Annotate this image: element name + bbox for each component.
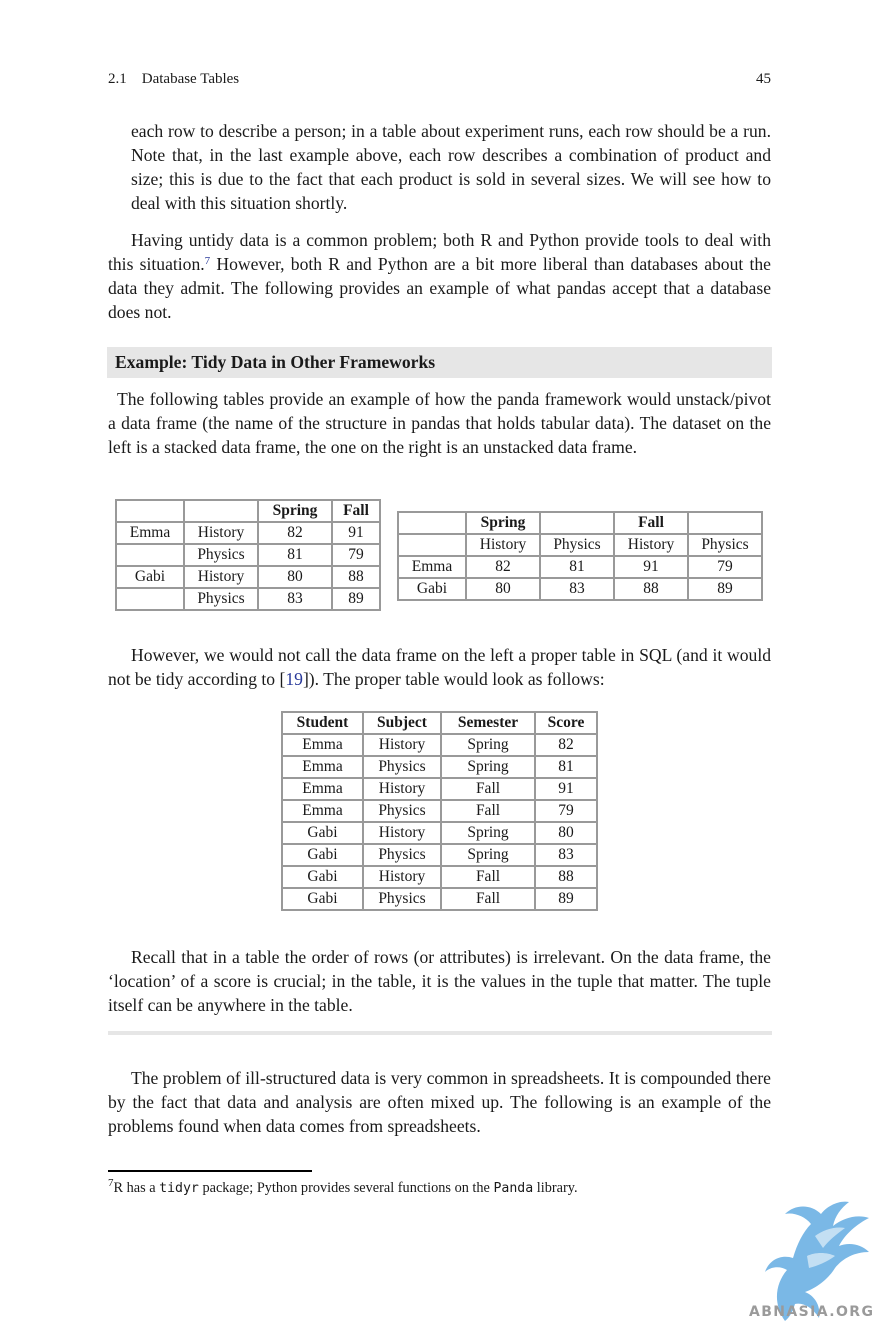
unstacked-data-frame-table (397, 511, 763, 601)
table-row: Emma History Spring 82 (282, 734, 597, 756)
table-row: Gabi 80 83 88 89 (398, 578, 762, 600)
table-row: Gabi Physics Fall 89 (282, 888, 597, 910)
watermark-text: ABNASIA.ORG (749, 1304, 875, 1320)
table-header-row: Spring Fall (398, 512, 762, 534)
citation-link[interactable]: 19 (285, 669, 303, 689)
stacked-data-frame-table (115, 499, 381, 611)
table-row: Gabi History Fall 88 (282, 866, 597, 888)
footnote-ref[interactable]: 7 (204, 255, 211, 267)
section-title: 2.1 Database Tables (108, 71, 240, 87)
table-header-row: Spring Fall (116, 500, 380, 522)
example-end-rule (108, 1031, 772, 1035)
table-row: Gabi Physics Spring 83 (282, 844, 597, 866)
paragraph-untidy-data: Having untidy data is a common problem; both R and Python provide tools to deal with this situation.$^7$ However, both R and Python are a bit more liberal than databases about the data they admit. The following provides an example of what pandas accept that a database does not. (108, 230, 771, 322)
table-row: Physics 81 79 (116, 544, 380, 566)
table-row: Emma 82 81 91 79 (398, 556, 762, 578)
proper-sql-table (281, 711, 598, 911)
table-header-row: Student Subject Semester Score (282, 712, 597, 734)
footnote: $^7$R has a tidyr package; Python provides several functions on the Panda library. (108, 1177, 578, 1196)
paragraph-recall: Recall that in a table the order of rows (or attributes) is irrelevant. On the data frame, the ‘location’ of a score is crucial; in the table, it is the values in the tuple that matter. The tuple itself can be anywhere in the table. (108, 947, 771, 1015)
example-heading-bar (107, 347, 772, 378)
table-row: Emma History Fall 91 (282, 778, 597, 800)
table-row: Physics 83 89 (116, 588, 380, 610)
paragraph-proper-table: However, we would not call the data frame on the left a proper table in SQL (and it would not be tidy according to [19]). The proper table would look as follows: (108, 645, 771, 689)
example-title: Example: Tidy Data in Other Frameworks (115, 352, 436, 372)
table-row: Emma Physics Spring 81 (282, 756, 597, 778)
table-row: Gabi History Spring 80 (282, 822, 597, 844)
paragraph-spreadsheets: The problem of ill-structured data is very common in spreadsheets. It is compounded there by the fact that data and analysis are often mixed up. The following is an example of the problems found when data comes from spreadsheets. (108, 1068, 771, 1136)
paragraph-continued: each row to describe a person; in a table about experiment runs, each row should be a run. Note that, in the last example above, each row describes a combination of product and size; this is due to the fact that each product is sold in several sizes. We will see how to deal with this situation shortly. (131, 121, 771, 213)
paragraph-example-intro: The following tables provide an example of how the panda framework would unstack/pivot a data frame (the name of the structure in pandas that holds tabular data). The dataset on the left is a stacked data frame, the one on the right is an unstacked data frame. (108, 389, 771, 457)
table-row: Emma History 82 91 (116, 522, 380, 544)
page-number: 45 (756, 71, 771, 87)
code-panda: Panda (493, 1181, 534, 1196)
running-header (108, 71, 771, 88)
table-subheader-row: History Physics History Physics (398, 534, 762, 556)
footnote-rule (108, 1170, 312, 1172)
code-tidyr: tidyr (159, 1181, 199, 1196)
table-row: Gabi History 80 88 (116, 566, 380, 588)
table-row: Emma Physics Fall 79 (282, 800, 597, 822)
